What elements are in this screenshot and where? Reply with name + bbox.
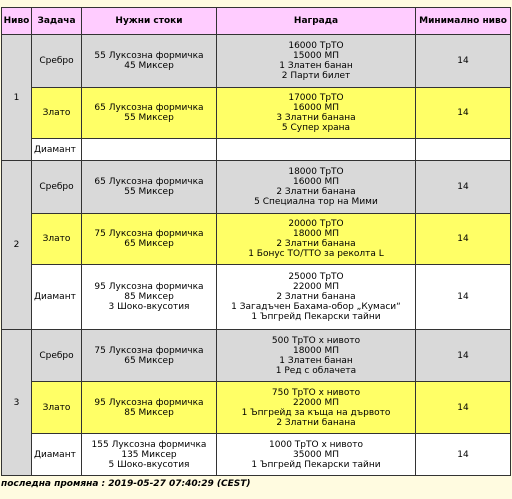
reward-cell	[217, 265, 416, 330]
rewards-table	[1, 7, 511, 476]
min-level-cell: 14	[416, 161, 511, 214]
reward-line: 1 Бонус ТО/ТТО за реколта L	[248, 249, 384, 259]
task-cell: Диамант	[32, 139, 82, 161]
reward-cell	[217, 161, 416, 214]
goods-line: 65 Луксозна формичка	[94, 177, 204, 187]
task-cell: Злато	[32, 382, 82, 434]
reward-line: 17000 ТрТО	[288, 93, 344, 103]
min-level-cell: 14	[416, 330, 511, 382]
table-row	[2, 88, 511, 139]
reward-line: 16000 МП	[292, 103, 340, 113]
task-cell: Злато	[32, 214, 82, 265]
reward-line: 5 Супер храна	[281, 123, 351, 133]
task-cell: Диамант	[32, 434, 82, 476]
header-row	[2, 8, 511, 35]
min-level-cell: 14	[416, 214, 511, 265]
table-row	[2, 214, 511, 265]
reward-line: 16000 МП	[292, 177, 340, 187]
level-cell: 3	[2, 330, 32, 476]
reward-line: 2 Златни банана	[276, 187, 356, 197]
reward-line: 18000 МП	[292, 229, 340, 239]
reward-cell	[217, 382, 416, 434]
goods-line: 85 Миксер	[124, 407, 174, 418]
goods-cell	[82, 139, 217, 161]
reward-cell	[217, 35, 416, 88]
task-cell: Сребро	[32, 35, 82, 88]
goods-line: 85 Миксер	[124, 292, 174, 302]
goods-line: 55 Миксер	[124, 187, 174, 197]
reward-line: 20000 ТрТО	[288, 219, 344, 229]
goods-line: 95 Луксозна формичка	[94, 282, 204, 292]
reward-line: 22000 МП	[292, 397, 340, 408]
reward-cell	[217, 139, 416, 161]
task-cell: Сребро	[32, 330, 82, 382]
header-goods: Нужни стоки	[82, 8, 217, 35]
table-row	[2, 161, 511, 214]
reward-line: 500 ТрТО х нивото	[271, 335, 361, 346]
goods-cell	[82, 214, 217, 265]
reward-cell	[217, 434, 416, 476]
reward-line: 16000 ТрТО	[288, 41, 344, 51]
min-level-cell: 14	[416, 382, 511, 434]
goods-line: 3 Шоко-вкусотия	[108, 302, 190, 312]
min-level-cell: 14	[416, 265, 511, 330]
table-row	[2, 265, 511, 330]
goods-line: 65 Миксер	[124, 355, 174, 366]
reward-line: 22000 МП	[292, 282, 340, 292]
last-modified: последна промяна : 2019-05-27 07:40:29 (CEST)	[1, 479, 251, 489]
goods-cell	[82, 35, 217, 88]
goods-line: 155 Луксозна формичка	[91, 439, 207, 450]
level-cell: 1	[2, 35, 32, 161]
goods-line: 45 Миксер	[124, 61, 174, 71]
goods-line: 5 Шоко-вкусотия	[108, 459, 190, 470]
goods-cell	[82, 161, 217, 214]
goods-line: 95 Луксозна формичка	[94, 397, 204, 408]
reward-line: 2 Златни банана	[276, 292, 356, 302]
min-level-cell: 14	[416, 434, 511, 476]
goods-cell	[82, 265, 217, 330]
table-row	[2, 382, 511, 434]
reward-line: 2 Златни банана	[276, 239, 356, 249]
reward-line: 1 Златен банан	[279, 61, 353, 71]
table-row	[2, 139, 511, 161]
table-row	[2, 434, 511, 476]
goods-line: 75 Луксозна формичка	[94, 229, 204, 239]
reward-line: 750 ТрТО х нивото	[271, 387, 361, 398]
table-row	[2, 330, 511, 382]
goods-line: 65 Миксер	[124, 239, 174, 249]
goods-cell	[82, 88, 217, 139]
goods-line: 55 Луксозна формичка	[94, 51, 204, 61]
reward-cell	[217, 214, 416, 265]
goods-cell	[82, 382, 217, 434]
table-row	[2, 35, 511, 88]
reward-cell	[217, 88, 416, 139]
task-cell: Злато	[32, 88, 82, 139]
goods-cell	[82, 330, 217, 382]
min-level-cell	[416, 139, 511, 161]
reward-cell	[217, 330, 416, 382]
header-task: Задача	[32, 8, 82, 35]
reward-line: 3 Златни банана	[276, 113, 356, 123]
min-level-cell: 14	[416, 88, 511, 139]
header-min-level: Минимално ниво	[416, 8, 511, 35]
goods-line: 135 Миксер	[121, 449, 177, 460]
reward-line: 1 Ред с облачета	[275, 365, 357, 376]
min-level-cell: 14	[416, 35, 511, 88]
reward-line: 25000 ТрТО	[288, 272, 344, 282]
reward-line: 1 Ъпгрейд Пекарски тайни	[251, 312, 381, 322]
reward-line: 5 Специална тор на Мими	[254, 197, 378, 207]
reward-line: 2 Златни банана	[276, 417, 356, 428]
level-cell: 2	[2, 161, 32, 330]
reward-line: 1 Ъпгрейд Пекарски тайни	[251, 459, 381, 470]
reward-line: 18000 МП	[292, 345, 340, 356]
goods-line: 65 Луксозна формичка	[94, 103, 204, 113]
task-cell: Сребро	[32, 161, 82, 214]
reward-line: 1000 ТрТО х нивото	[269, 439, 363, 450]
reward-line: 18000 ТрТО	[288, 167, 344, 177]
goods-line: 55 Миксер	[124, 113, 174, 123]
header-level: Ниво	[2, 8, 32, 35]
reward-line: 2 Парти билет	[281, 71, 351, 81]
task-cell: Диамант	[32, 265, 82, 330]
goods-cell	[82, 434, 217, 476]
header-reward: Награда	[217, 8, 416, 35]
reward-line: 15000 МП	[292, 51, 340, 61]
reward-line: 1 Загадъчен Бахама-обор „Кумаси“	[231, 302, 401, 312]
goods-line: 75 Луксозна формичка	[94, 345, 204, 356]
reward-line: 1 Ъпгрейд за къща на дървото	[241, 407, 391, 418]
reward-line: 35000 МП	[292, 449, 340, 460]
reward-line: 1 Златен банан	[279, 355, 353, 366]
